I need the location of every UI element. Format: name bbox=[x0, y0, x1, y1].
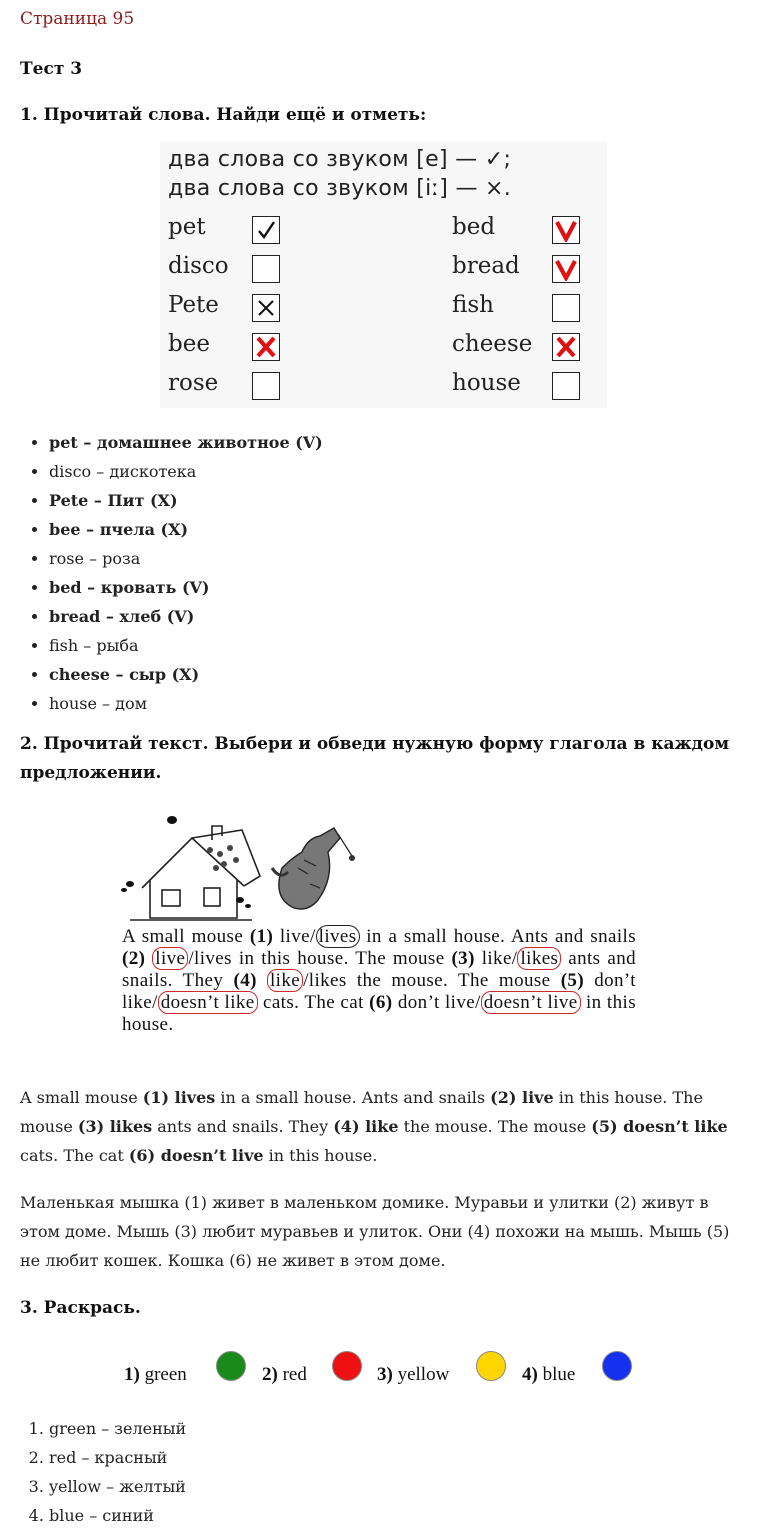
number-1: (1) bbox=[249, 926, 274, 947]
word-pet: pet bbox=[168, 214, 206, 240]
question-1-title: 1. Прочитай слова. Найди ещё и отметь: bbox=[20, 105, 427, 125]
number-3: (3) bbox=[451, 948, 475, 969]
checkbox-house[interactable] bbox=[552, 372, 580, 400]
checkbox-bee[interactable] bbox=[252, 333, 280, 361]
word-fish: fish bbox=[452, 292, 494, 318]
text-segment: ants and snails. They bbox=[122, 948, 636, 991]
text-segment: cats. The cat bbox=[257, 992, 370, 1013]
circled-doesnt-live: doesn’t live bbox=[481, 991, 581, 1014]
question-2-title: 2. Прочитай текст. Выбери и обведи нужную форму глагола в каждом предложении. bbox=[20, 734, 730, 783]
list-item: • disco – дискотека bbox=[49, 457, 323, 486]
exercise-1-image bbox=[160, 142, 607, 408]
text-segment: /lives in this house. The mouse bbox=[188, 948, 452, 969]
text-segment: don’t like/ bbox=[122, 970, 636, 1013]
list-item: • bee – пчела (X) bbox=[49, 515, 323, 544]
circled-doesnt-like: doesn’t like bbox=[158, 991, 258, 1014]
word-pete: Pete bbox=[168, 292, 219, 318]
checkbox-fish[interactable] bbox=[552, 294, 580, 322]
color-item-red: 2) red bbox=[262, 1364, 307, 1385]
list-item: 2. red – красный bbox=[49, 1443, 186, 1472]
checkbox-pete[interactable] bbox=[252, 294, 280, 322]
text-segment: cats. The cat bbox=[20, 1146, 129, 1165]
list-item: 3. yellow – желтый bbox=[49, 1472, 186, 1501]
cat-drawing bbox=[272, 828, 355, 909]
number-4: (4) bbox=[233, 970, 257, 991]
circled-live: live bbox=[152, 947, 188, 970]
answer-6: (6) doesn’t live bbox=[128, 1146, 264, 1165]
answer-2: (2) live bbox=[490, 1088, 554, 1107]
word-cheese: cheese bbox=[452, 331, 533, 357]
word-bread: bread bbox=[452, 253, 520, 279]
blue-circle bbox=[602, 1351, 632, 1381]
question-3-answer-list bbox=[27, 1414, 186, 1530]
red-cross-icon bbox=[554, 335, 578, 359]
list-item: 4. blue – синий bbox=[49, 1501, 186, 1530]
exercise-3-image bbox=[120, 1350, 640, 1400]
circled-like: like bbox=[267, 969, 303, 992]
text-segment: /likes the mouse. The mouse bbox=[303, 970, 561, 991]
red-check-icon bbox=[554, 218, 578, 242]
text-segment: like/ bbox=[474, 948, 518, 969]
color-item-blue: 4) blue bbox=[522, 1364, 576, 1385]
instruction-line-1: два слова со звуком [e] — ✓; bbox=[168, 147, 512, 172]
circled-lives: lives bbox=[316, 925, 360, 948]
list-item: • Pete – Пит (X) bbox=[49, 486, 323, 515]
exercise-2-text bbox=[122, 926, 636, 1036]
checkbox-cheese[interactable] bbox=[552, 333, 580, 361]
checkbox-rose[interactable] bbox=[252, 372, 280, 400]
list-item: • house – дом bbox=[49, 689, 323, 718]
text-segment: in this house. bbox=[263, 1146, 378, 1165]
answer-5: (5) doesn’t like bbox=[591, 1117, 728, 1136]
red-cross-icon bbox=[254, 335, 278, 359]
checkbox-disco[interactable] bbox=[252, 255, 280, 283]
text-segment: the mouse. The mouse bbox=[398, 1117, 592, 1136]
test-title: Тест 3 bbox=[20, 59, 83, 79]
page-label: Страница 95 bbox=[20, 9, 135, 29]
text-segment: in a small house. Ants and snails bbox=[359, 926, 636, 947]
word-bee: bee bbox=[168, 331, 210, 357]
text-segment: in this house. bbox=[122, 992, 636, 1035]
instruction-line-2: два слова со звуком [iː] — ×. bbox=[168, 176, 512, 201]
yellow-circle bbox=[476, 1351, 506, 1381]
question-2-answer-russian: Маленькая мышка (1) живет в маленьком домике. Муравьи и улитки (2) живут в этом доме. Мышь (3) любит муравьев и улиток. Они (4) похожи на мышь. Мышь (5) не любит кошек. Кошка (6) не живет в этом доме. bbox=[20, 1193, 730, 1270]
red-check-icon bbox=[554, 257, 578, 281]
color-item-green: 1) green bbox=[124, 1364, 187, 1385]
ants bbox=[121, 816, 251, 908]
question-1-answer-list bbox=[27, 428, 323, 718]
list-item: • fish – рыба bbox=[49, 631, 323, 660]
circled-likes: likes bbox=[517, 947, 561, 970]
word-house: house bbox=[452, 370, 521, 396]
red-circle bbox=[332, 1351, 362, 1381]
checkbox-bed[interactable] bbox=[552, 216, 580, 244]
list-item: • rose – роза bbox=[49, 544, 323, 573]
number-5: (5) bbox=[560, 970, 585, 991]
checkbox-bread[interactable] bbox=[552, 255, 580, 283]
question-2-answer-english bbox=[20, 1083, 740, 1170]
text-segment: in a small house. Ants and snails bbox=[215, 1088, 491, 1107]
answer-3: (3) likes bbox=[77, 1117, 153, 1136]
text-segment: A small mouse bbox=[122, 926, 250, 947]
list-item: • pet – домашнее животное (V) bbox=[49, 428, 323, 457]
word-bed: bed bbox=[452, 214, 496, 240]
text-segment: don’t live/ bbox=[392, 992, 481, 1013]
word-disco: disco bbox=[168, 253, 229, 279]
word-rose: rose bbox=[168, 370, 219, 396]
text-segment: live/ bbox=[273, 926, 316, 947]
text-segment: A small mouse bbox=[20, 1088, 143, 1107]
answer-4: (4) like bbox=[333, 1117, 399, 1136]
list-item: 1. green – зеленый bbox=[49, 1414, 186, 1443]
list-item: • bread – хлеб (V) bbox=[49, 602, 323, 631]
cross-icon bbox=[254, 296, 278, 320]
check-icon bbox=[254, 218, 278, 242]
list-item: • cheese – сыр (X) bbox=[49, 660, 323, 689]
number-2: (2) bbox=[122, 948, 146, 969]
list-item: • bed – кровать (V) bbox=[49, 573, 323, 602]
question-3-title: 3. Раскрась. bbox=[20, 1298, 141, 1318]
checkbox-pet[interactable] bbox=[252, 216, 280, 244]
color-item-yellow: 3) yellow bbox=[377, 1364, 450, 1385]
answer-1: (1) lives bbox=[142, 1088, 216, 1107]
number-6: (6) bbox=[369, 992, 393, 1013]
text-segment: ants and snails. They bbox=[152, 1117, 334, 1136]
green-circle bbox=[216, 1351, 246, 1381]
house-drawing bbox=[130, 826, 260, 920]
text-segment: in this house. The mouse bbox=[20, 1088, 703, 1136]
